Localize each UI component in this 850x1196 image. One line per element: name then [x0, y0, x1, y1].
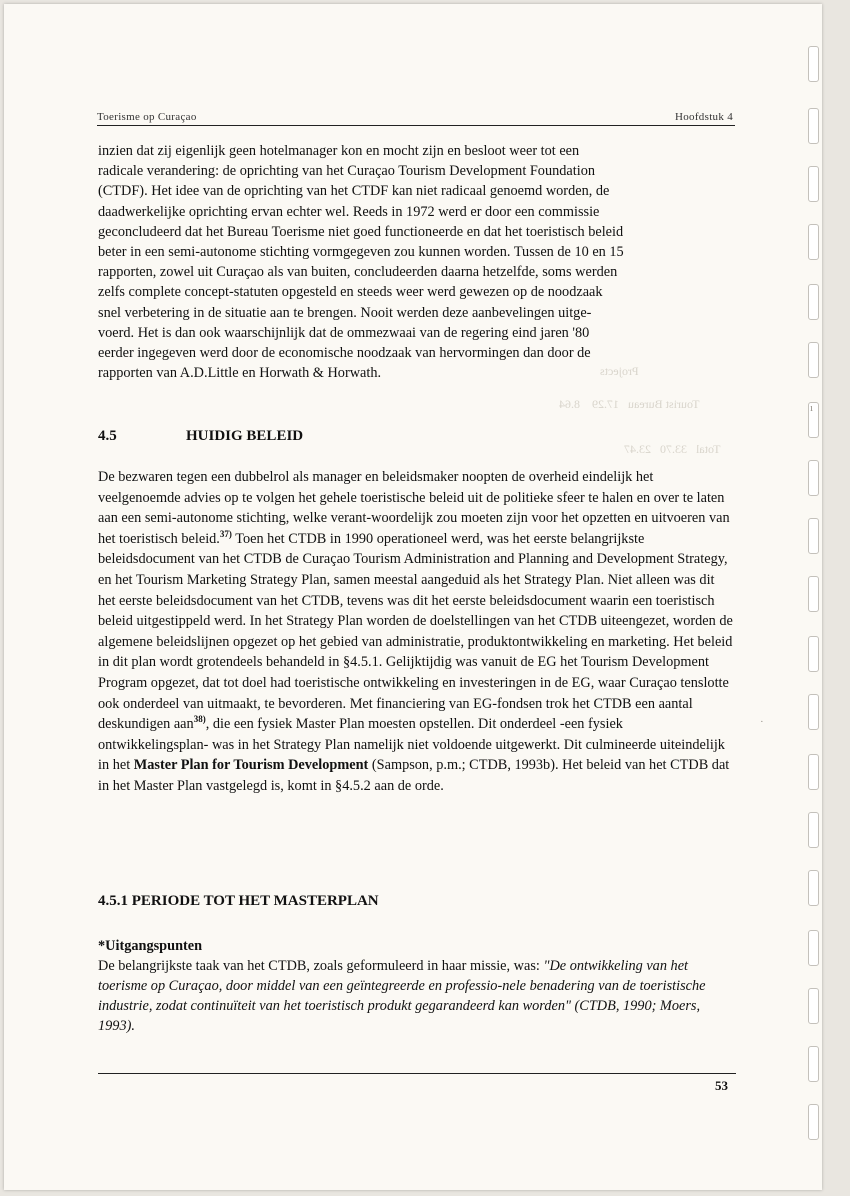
header-book-title: Toerisme op Curaçao [97, 111, 197, 123]
bleed-through-text: Projects [600, 364, 639, 378]
bold-title: Master Plan for Tourism Development [133, 757, 369, 774]
sentence: Toen het CTDB in 1990 operationeel werd, was het eerste belangrijkste beleidsdocument van het CTDB de Curaçao Tourism Administration and Planning and Development Strategy, en het Tourism Marketing Strategy Plan, samen meestal aangeduid als het Strategy Plan. Niet alleen was dit het eerste beleidsdocument van het CTDB, tevens was dit het eerste beleidsdocument waarin een toeristisch beleid uitgestippeld werd. In het Strategy Plan worden de doelstellingen van het CTDB uiteengezet, worden de algemene beleidslijnen opgezet op het gebied van administratie, produktontwikkeling en marketing. Het beleid in dit plan wordt grotendeels behandeld in §4.5.1. Gelijktijdig was vanuit de EG het Tourism Development Program opgezet, dat tot doel had toeristische ontwikkeling en investeringen in de EG, waar Curaçao tenslotte ook onderdeel van uitmaakt, te bevorderen. Met financiering van EG-fondsen trok het CTDB een aantal deskundigen aan [98, 530, 733, 733]
bleed-through-text: Tourist Bureau 17.29 8.64 [559, 397, 700, 411]
binder-tab [808, 812, 819, 848]
binder-tab [808, 636, 819, 672]
header-rule [97, 125, 735, 126]
text-line: rapporten, zowel uit Curaçao als van buiten, concludeerden daarna hetzelfde, soms werden [98, 264, 618, 281]
text-line: zelfs complete concept-statuten opgesteld en steeds weer werd gewezen op de noodzaak [98, 284, 603, 301]
binder-tab [808, 46, 819, 82]
text-line: snel verbetering in de situatie aan te brengen. Nooit werden deze aanbevelingen uitge- [98, 304, 592, 321]
binder-tab [808, 460, 819, 496]
binder-tab [808, 224, 819, 260]
binder-tab [808, 342, 819, 378]
text-line: daadwerkelijke oprichting ervan echter wel. Reeds in 1972 werd er door een commissie [98, 203, 600, 220]
sentence: (Sampson, p.m.; CTDB, 1993b). Het beleid van het CTDB dat in het Master Plan vastgelegd is, komt in §4.5.2 aan de orde. [98, 757, 730, 794]
binder-tab [808, 930, 819, 966]
binder-tab [808, 1046, 819, 1082]
sentence: De bezwaren tegen een dubbelrol als manager en beleidsmaker noopten de overheid eindelijk het veelgenoemde advies op te volgen het gehele toeristische beleid uit de politieke sfeer te halen en over te laten aan een semi-autonome stichting, welke verant-woordelijk zou moeten zijn voor het opzetten en uitvoeren van het toeristisch beleid. [98, 469, 730, 547]
footnote-ref: 37) [219, 529, 232, 540]
sentence: , die een fysiek Master Plan moesten opstellen. Dit onderdeel -een fysiek ontwikkelingsplan- was in het Strategy Plan namelijk niet voldoende uitgewerkt. Dit culmineerde uiteindelijk in het [98, 716, 725, 774]
paragraph-lead: *Uitgangspunten [98, 938, 203, 954]
page-number: 53 [715, 1078, 728, 1093]
binder-tab [808, 694, 819, 730]
text-line: rapporten van A.D.Little en Horwath & Horwath. [98, 365, 382, 382]
paragraph-uitgangspunten [98, 936, 734, 1036]
binder-tab [808, 166, 819, 202]
text-line: voerd. Het is dan ook waarschijnlijk dat de ommezwaai van de regering eind jaren '80 [98, 324, 590, 341]
text-line: radicale verandering: de oprichting van het Curaçao Tourism Development Foundation [98, 163, 595, 180]
stray-mark: ı [810, 402, 814, 414]
stray-mark: · [760, 716, 764, 728]
footnote-ref: 38) [193, 714, 206, 725]
binder-tab [808, 576, 819, 612]
subsection-heading: 4.5.1 PERIODE TOT HET MASTERPLAN [98, 893, 379, 909]
paragraph-continuation [98, 141, 734, 383]
binder-tab [808, 1104, 819, 1140]
binder-tab [808, 284, 819, 320]
binder-tab [808, 988, 819, 1024]
binder-tab [808, 870, 819, 906]
bleed-through-text: Total 33.70 23.47 [624, 442, 721, 456]
text-line: geconcludeerd dat het Bureau Toerisme niet goed functioneerde en dat het toeristisch beleid [98, 223, 624, 240]
header-chapter: Hoofdstuk 4 [675, 111, 733, 123]
footer-rule [98, 1073, 736, 1074]
text-line: eerder ingegeven werd door de economische noodzaak van hervormingen dan door de [98, 345, 591, 362]
section-title: HUIDIG BELEID [186, 428, 304, 444]
binder-tab [808, 754, 819, 790]
text-line: beter in een semi-autonome stichting vormgegeven zou kunnen worden. Tussen de 10 en 15 [98, 244, 624, 261]
text-line: inzien dat zij eigenlijk geen hotelmanager kon en mocht zijn en besloot weer tot een [98, 143, 580, 159]
section-number: 4.5 [98, 428, 117, 444]
sentence: De belangrijkste taak van het CTDB, zoals geformuleerd in haar missie, was: [98, 958, 544, 974]
text-line: (CTDF). Het idee van de oprichting van het CTDF kan niet radicaal genoemd worden, de [98, 183, 610, 200]
paragraph-huidig-beleid [98, 467, 734, 797]
binder-tab [808, 108, 819, 144]
binder-tab [808, 518, 819, 554]
mission-quote: "De ontwikkeling van het toerisme op Curaçao, door middel van een geïntegreerde en professio-nele benadering van de toeristische industrie, zodat continuïteit van het toeristisch produkt gegarandeerd kan worden" (CTDB, 1990; Moers, 1993). [98, 958, 706, 1034]
